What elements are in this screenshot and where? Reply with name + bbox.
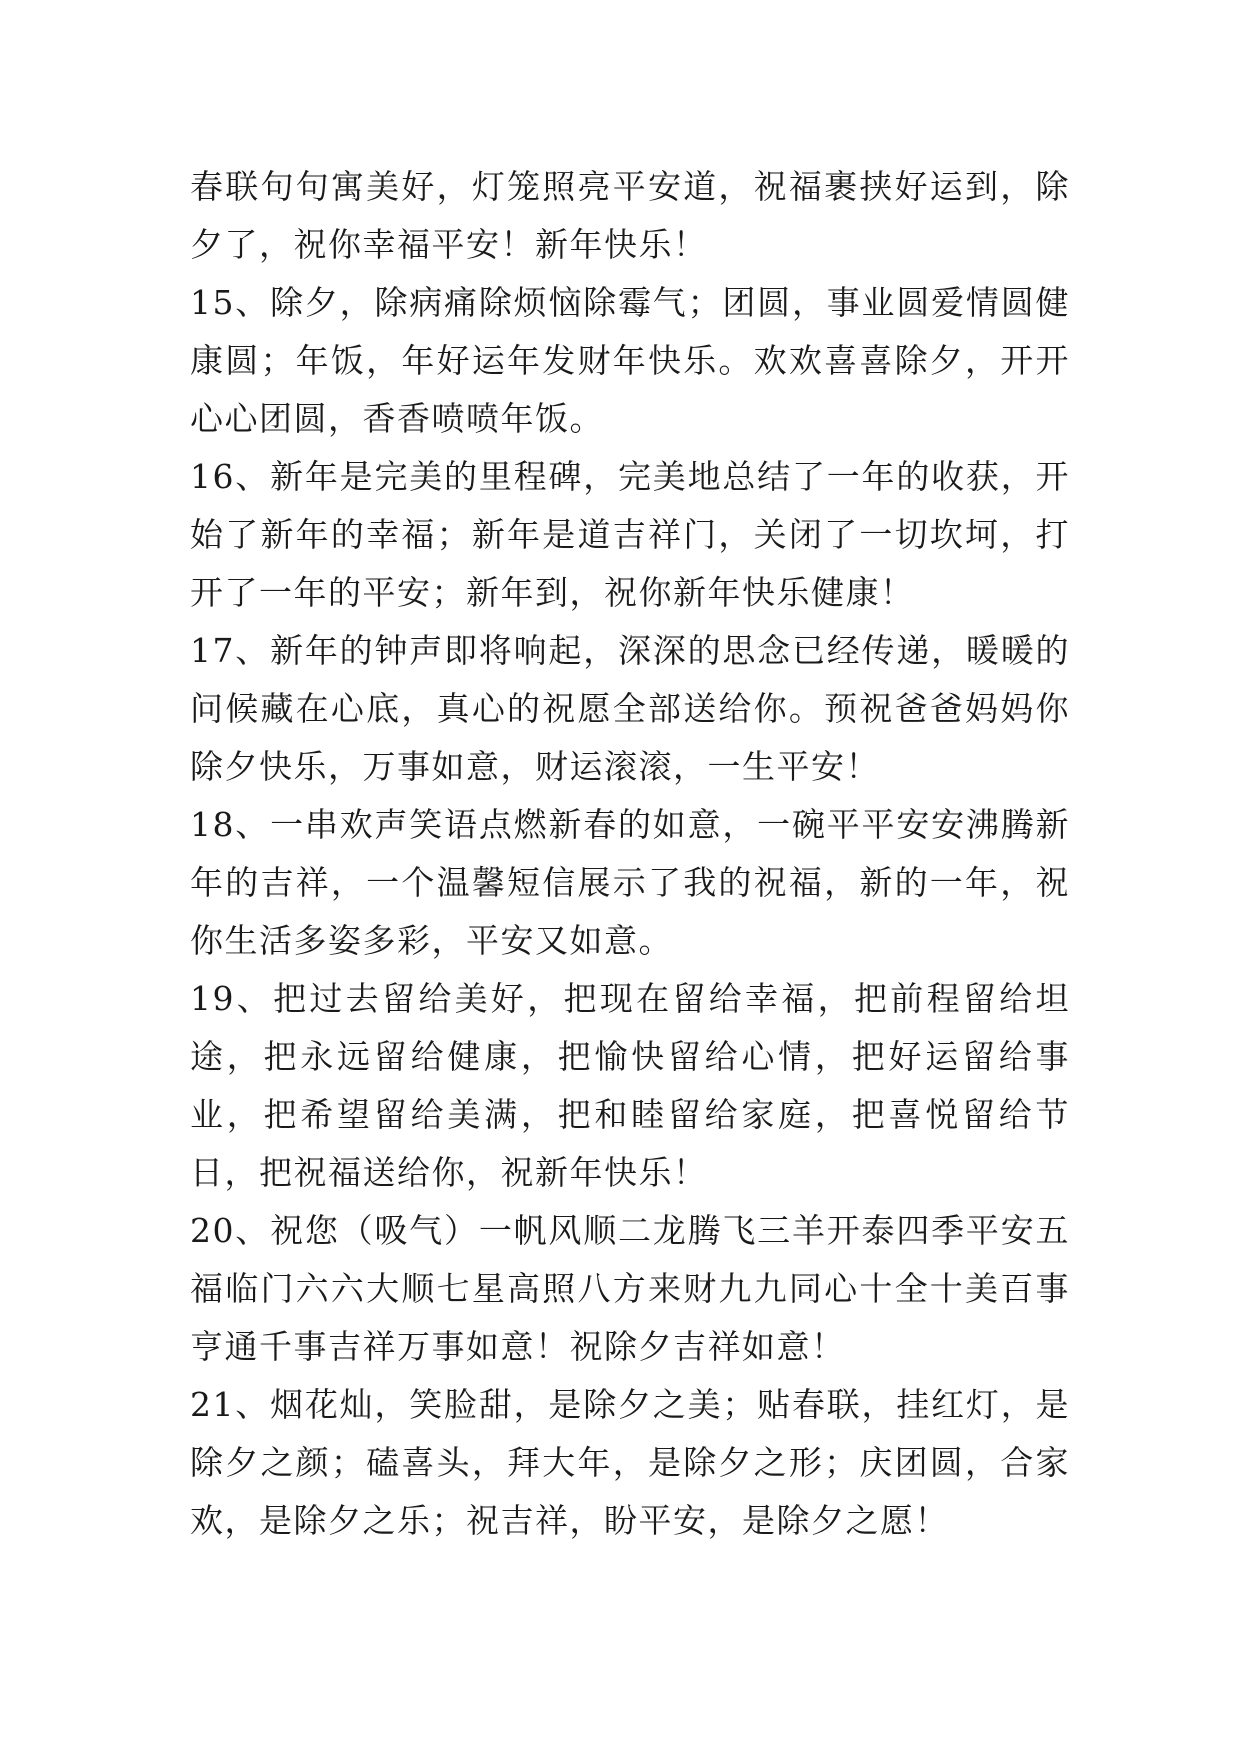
document-body bbox=[190, 158, 1070, 1550]
paragraph-item-18: 18、一串欢声笑语点燃新春的如意，一碗平平安安沸腾新年的吉祥，一个温馨短信展示了我的祝福，新的一年，祝你生活多姿多彩，平安又如意。 bbox=[190, 805, 1070, 960]
paragraph-item-19: 19、把过去留给美好，把现在留给幸福，把前程留给坦途，把永远留给健康，把愉快留给心情，把好运留给事业，把希望留给美满，把和睦留给家庭，把喜悦留给节日，把祝福送给你，祝新年快乐！ bbox=[190, 979, 1070, 1192]
paragraph-item-16: 16、新年是完美的里程碑，完美地总结了一年的收获，开始了新年的幸福；新年是道吉祥门，关闭了一切坎坷，打开了一年的平安；新年到，祝你新年快乐健康！ bbox=[190, 457, 1070, 612]
paragraph-item-20: 20、祝您（吸气）一帆风顺二龙腾飞三羊开泰四季平安五福临门六六大顺七星高照八方来财九九同心十全十美百事亨通千事吉祥万事如意！祝除夕吉祥如意！ bbox=[190, 1211, 1070, 1366]
paragraph-item-15: 15、除夕，除病痛除烦恼除霉气；团圆，事业圆爱情圆健康圆；年饭，年好运年发财年快乐。欢欢喜喜除夕，开开心心团圆，香香喷喷年饭。 bbox=[190, 283, 1070, 438]
paragraph-item-17: 17、新年的钟声即将响起，深深的思念已经传递，暖暖的问候藏在心底，真心的祝愿全部送给你。预祝爸爸妈妈你除夕快乐，万事如意，财运滚滚，一生平安！ bbox=[190, 631, 1070, 786]
paragraph-continuation: 春联句句寓美好，灯笼照亮平安道，祝福裹挟好运到，除夕了，祝你幸福平安！新年快乐！ bbox=[190, 167, 1070, 264]
paragraph-item-21: 21、烟花灿，笑脸甜，是除夕之美；贴春联，挂红灯，是除夕之颜；磕喜头，拜大年，是除夕之形；庆团圆，合家欢，是除夕之乐；祝吉祥，盼平安，是除夕之愿！ bbox=[190, 1385, 1070, 1540]
